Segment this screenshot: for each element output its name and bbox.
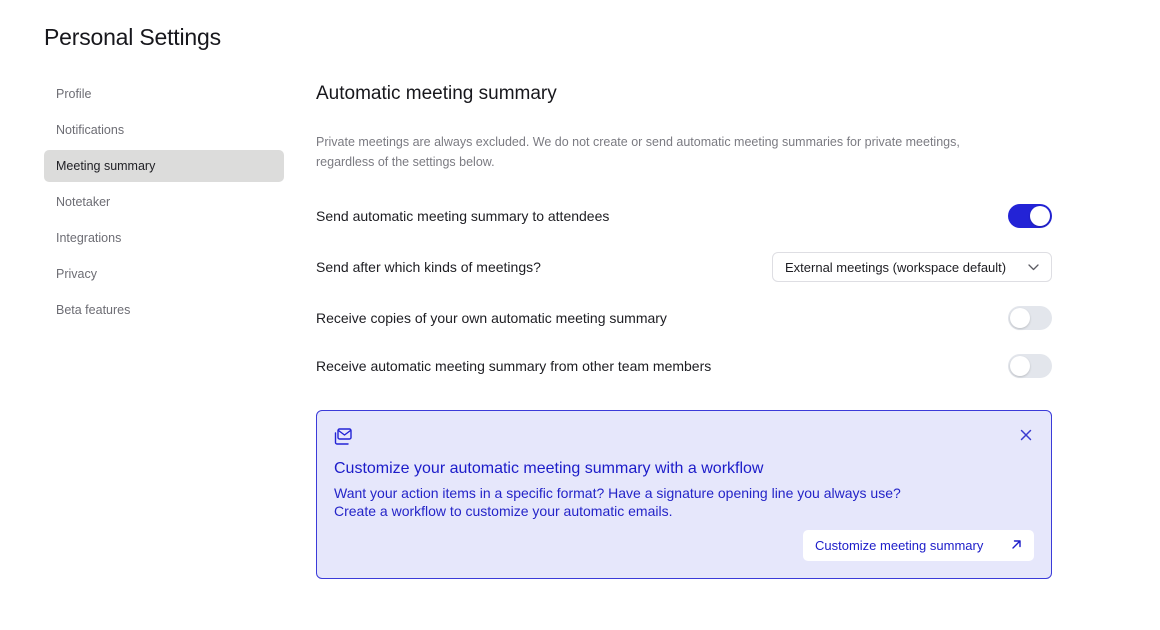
sidebar (44, 78, 284, 330)
setting-meeting-kinds (316, 252, 1052, 282)
section-description: Private meetings are always excluded. We do not create or send automatic meeting summaries for private meetings, regardless of the settings below. (316, 135, 960, 169)
setting-label: Send automatic meeting summary to attendees (316, 208, 610, 224)
button-label: Customize meeting summary (815, 538, 984, 553)
sidebar-item-label: Integrations (56, 231, 122, 245)
setting-label: Receive copies of your own automatic meeting summary (316, 310, 667, 326)
promo-text-line: Create a workflow to customize your automatic emails. (334, 503, 673, 519)
receive-team-toggle[interactable] (1008, 354, 1052, 378)
sidebar-item-label: Notetaker (56, 195, 111, 209)
toggle-knob (1030, 206, 1050, 226)
setting-receive-team (316, 354, 1052, 378)
toggle-knob (1010, 356, 1030, 376)
setting-receive-own (316, 306, 1052, 330)
sidebar-item-notetaker[interactable] (44, 186, 284, 218)
send-to-attendees-toggle[interactable] (1008, 204, 1052, 228)
close-icon[interactable] (1019, 428, 1033, 442)
sidebar-item-label: Profile (56, 87, 92, 101)
setting-send-to-attendees (316, 204, 1052, 228)
promo-text (334, 484, 901, 520)
chevron-down-icon (1027, 261, 1039, 273)
sidebar-item-label: Notifications (56, 123, 125, 137)
sidebar-item-meeting-summary[interactable] (44, 150, 284, 182)
section-title: Automatic meeting summary (316, 83, 557, 104)
customize-meeting-summary-button[interactable] (803, 530, 1034, 561)
sidebar-item-notifications[interactable] (44, 114, 284, 146)
meeting-kinds-select[interactable] (772, 252, 1052, 282)
sidebar-item-label: Beta features (56, 303, 131, 317)
select-value: External meetings (workspace default) (785, 259, 1007, 275)
setting-label: Receive automatic meeting summary from other team members (316, 358, 712, 374)
sidebar-item-label: Meeting summary (56, 159, 156, 173)
page-title: Personal Settings (44, 24, 221, 50)
sidebar-item-profile[interactable] (44, 78, 284, 110)
arrow-up-right-icon (1011, 538, 1022, 553)
setting-label: Send after which kinds of meetings? (316, 259, 541, 275)
receive-own-toggle[interactable] (1008, 306, 1052, 330)
toggle-knob (1010, 308, 1030, 328)
sidebar-item-label: Privacy (56, 267, 97, 281)
workflow-promo-card (316, 410, 1052, 579)
mail-stack-icon (334, 428, 353, 446)
sidebar-item-privacy[interactable] (44, 258, 284, 290)
promo-text-line: Want your action items in a specific format? Have a signature opening line you always use? (334, 485, 901, 501)
sidebar-item-integrations[interactable] (44, 222, 284, 254)
main-content (316, 80, 1052, 553)
promo-title: Customize your automatic meeting summary with a workflow (334, 460, 764, 477)
sidebar-item-beta-features[interactable] (44, 294, 284, 326)
